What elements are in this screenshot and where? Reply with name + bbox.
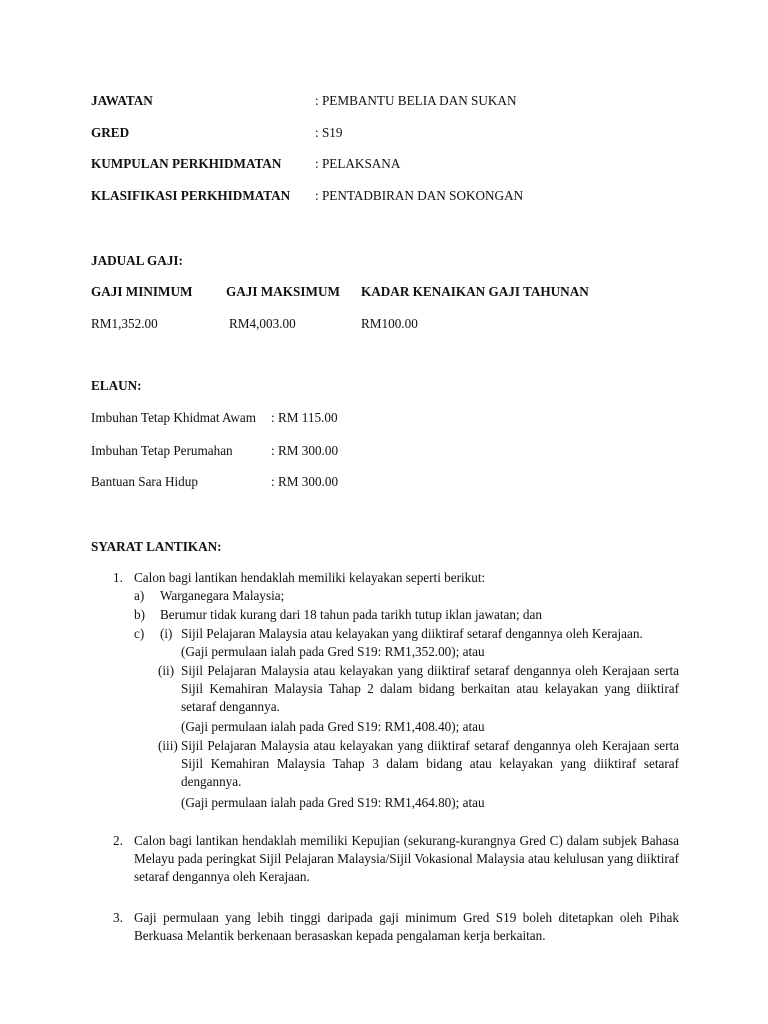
allowance-label-sara-hidup: Bantuan Sara Hidup <box>91 474 198 489</box>
requirement-1c-iii-text: Sijil Pelajaran Malaysia atau kelayakan yang diiktiraf setaraf dengannya oleh Kerajaan serta Sijil Kemahiran Malaysia Tahap 3 dalam bidang atau kelayakan yang diiktiraf setaraf dengannya. <box>181 738 679 789</box>
requirement-1c-i-note: (Gaji permulaan ialah pada Gred S19: RM1,352.00); atau <box>181 644 485 659</box>
requirement-1c-ii-marker: (ii) <box>158 663 175 678</box>
requirement-1a-marker: a) <box>134 588 145 603</box>
requirement-1b-text: Berumur tidak kurang dari 18 tahun pada tarikh tutup iklan jawatan; dan <box>160 607 542 622</box>
salary-value-min: RM1,352.00 <box>91 316 158 331</box>
requirement-3-number: 3. <box>113 910 123 925</box>
requirement-1-number: 1. <box>113 570 123 585</box>
requirement-1b-marker: b) <box>134 607 145 622</box>
info-label-gred: GRED <box>91 125 130 140</box>
allowance-label-perumahan: Imbuhan Tetap Perumahan <box>91 443 233 458</box>
info-label-jawatan: JAWATAN <box>91 93 153 108</box>
requirements-heading: SYARAT LANTIKAN: <box>91 539 222 554</box>
allowance-label-khidmat-awam: Imbuhan Tetap Khidmat Awam <box>91 410 256 425</box>
requirement-2-number: 2. <box>113 833 123 848</box>
info-value-klasifikasi: : PENTADBIRAN DAN SOKONGAN <box>315 188 524 203</box>
allowance-heading: ELAUN: <box>91 378 142 393</box>
requirement-1a-text: Warganegara Malaysia; <box>160 588 285 603</box>
requirement-1-intro: Calon bagi lantikan hendaklah memiliki kelayakan seperti berikut: <box>134 570 486 585</box>
salary-heading: JADUAL GAJI: <box>91 253 183 268</box>
info-label-klasifikasi: KLASIFIKASI PERKHIDMATAN <box>91 188 291 203</box>
requirement-1c-marker: c) <box>134 626 145 641</box>
requirement-3-text: Gaji permulaan yang lebih tinggi daripada gaji minimum Gred S19 boleh ditetapkan oleh Pihak Berkuasa Melantik berkenaan berasaskan kepada pengalaman kerja berkaitan. <box>134 910 679 943</box>
requirement-2-text: Calon bagi lantikan hendaklah memiliki Kepujian (sekurang-kurangnya Gred C) dalam subjek Bahasa Melayu pada peringkat Sijil Pelajaran Malaysia/Sijil Vokasional Malaysia atau kelulusan yang diiktiraf setaraf dengannya oleh Kerajaan. <box>134 833 679 884</box>
requirement-1c-ii-text: Sijil Pelajaran Malaysia atau kelayakan yang diiktiraf setaraf dengannya oleh Kerajaan serta Sijil Kemahiran Malaysia Tahap 2 dalam bidang berkaitan atau kelayakan yang diiktiraf setaraf dengannya. <box>181 663 679 714</box>
info-label-kumpulan: KUMPULAN PERKHIDMATAN <box>91 156 282 171</box>
salary-header-increment: KADAR KENAIKAN GAJI TAHUNAN <box>361 284 589 299</box>
requirement-1c-i-text: Sijil Pelajaran Malaysia atau kelayakan yang diiktiraf setaraf dengannya oleh Kerajaan. <box>181 626 643 641</box>
requirement-1c-iii-marker: (iii) <box>158 738 178 753</box>
salary-header-min: GAJI MINIMUM <box>91 284 193 299</box>
salary-value-increment: RM100.00 <box>361 316 418 331</box>
salary-header-max: GAJI MAKSIMUM <box>226 284 340 299</box>
salary-value-max: RM4,003.00 <box>229 316 296 331</box>
requirement-1c-ii-note: (Gaji permulaan ialah pada Gred S19: RM1,408.40); atau <box>181 719 485 734</box>
info-value-gred: : S19 <box>315 125 343 140</box>
allowance-value-sara-hidup: : RM 300.00 <box>271 474 339 489</box>
info-value-kumpulan: : PELAKSANA <box>315 156 401 171</box>
allowance-value-perumahan: : RM 300.00 <box>271 443 339 458</box>
requirement-1c-i-marker: (i) <box>160 626 173 641</box>
info-value-jawatan: : PEMBANTU BELIA DAN SUKAN <box>315 93 517 108</box>
requirement-1c-iii-note: (Gaji permulaan ialah pada Gred S19: RM1,464.80); atau <box>181 795 485 810</box>
allowance-value-khidmat-awam: : RM 115.00 <box>271 410 338 425</box>
